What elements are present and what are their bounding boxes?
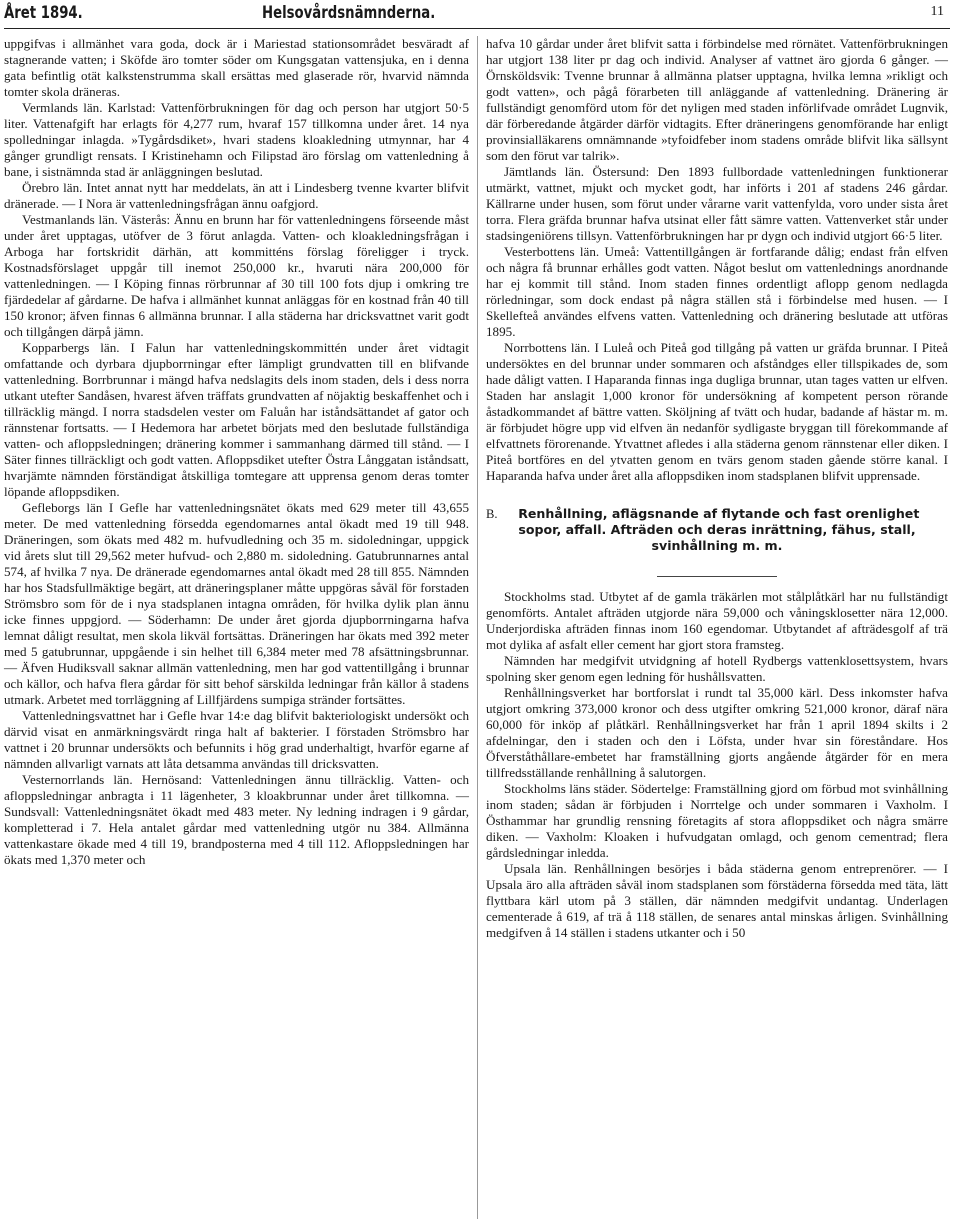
header-section-title: Helsovårdsnämnderna.: [262, 3, 436, 23]
paragraph: Vesternorrlands län. Hernösand: Vattenledningen ännu tillräcklig. Vatten- och afloppsledningar anbragta i 11 lägenheter, 3 kloakbrunnar under året tillkomna. — Sundsvall: Vattenledningsnätet ökadt med 483 meter. Ny ledning indragen i 9 gårdar, kompletterad i 7. Hela antalet gårdar med vattenledning utgör nu 384. Allmänna vattenkastare ökade med 4 till 19, brandposterna med 4 till 112. Afloppsledningen har ökats med 1,370 meter och: [4, 772, 469, 867]
section-title: Renhållning, aflägsnande af flytande och fast orenlighet sopor, affall. Afträden och deras inrättning, fähus, stall, svinhållning m. m.: [518, 506, 920, 553]
paragraph: Stockholms läns städer. Södertelge: Framställning gjord om förbud mot svinhållning inom staden; sådan är förbjuden i Norrtelge och under sommaren i Vaxholm. I Östhammar har grundlig rensning företagits af stora afloppsdiket och några smärre diken. — Vaxholm: Kloaken i hufvudgatan omlagd, och genom cementrad; flera gårdsledningar inledda.: [486, 781, 948, 860]
paragraph: uppgifvas i allmänhet vara goda, dock är i Mariestad stationsområdet besväradt af stagnerande vatten; i Sköfde äro tomter söder om Kungsgatan vattensjuka, en i denna gata befintlig otät kalkstenstrumma skall ersättas med glaserade rör, hvarvid nämnda tomter skola dräneras.: [4, 36, 469, 99]
page-number: 11: [930, 4, 944, 19]
paragraph: Stockholms stad. Utbytet af de gamla träkärlen mot stålplåtkärl har nu fullständigt genomförts. Antalet afträden utgjorde nära 59,000 och våningsklosetter nära 12,000. Underjordiska afträden finnas inom 160 egendomar. Utbytandet af afträdesgolf af trä mot dylika af asfalt eller cement har gjort stora framsteg.: [486, 589, 948, 652]
paragraph: Vermlands län. Karlstad: Vattenförbrukningen för dag och person har utgjort 50·5 liter. Vattenafgift har erlagts för 4,277 rum, hvaraf 157 tillkomna under året. 14 nya spolledningar inlagda. »Tygårdsdiket», hvari stadens kloakledning utmynnar, har 4 gånger grundligt rensats. I Kristinehamn och Filipstad äro förslag om vattenledning å bane, i sistnämnda stad är anläggningen beslutad.: [4, 100, 469, 179]
paragraph: Örebro län. Intet annat nytt har meddelats, än att i Lindesberg tvenne kvarter blifvit dränerade. — I Nora är vattenledningsfrågan ännu oafgjord.: [4, 180, 469, 211]
paragraph: Jämtlands län. Östersund: Den 1893 fullbordade vattenledningen funktionerar utmärkt, vattnet, mjukt och mycket godt, har införts i 201 af stadens 246 gårdar. Källrarne under husen, som förut under vårarne varit vattenfylda, voro under sista året torra. Flera gräfda brunnar hafva utsinat eller fått sämre vatten. Vattenverket står under stadsingeniörens tillsyn. Vattenförbrukningen har pr dygn och individ utgjort 66·5 liter.: [486, 164, 948, 243]
page-header: [4, 3, 950, 25]
header-rule: [4, 28, 950, 29]
paragraph: Vestmanlands län. Västerås: Ännu en brunn har för vattenledningens förseende måst under året upptagas, utöfver de 3 förut anlagda. Vatten- och kloakledningsfrågan i Arboga har fortskridit därhän, att kommitténs förslag föreligger i tryck. Kostnadsförslaget uppgår till inemot 250,000 kr., hvaruti nära 200,000 för vattenledningen. — I Köping finnas rörbrunnar af 30 till 100 fots djup i omkring tre fjärdedelar af gårdarne. De hafva i allmänhet kunnat anläggas för en kostnad från 40 till 150 kronor; äfven finnas 6 allmänna brunnar. I alla städerna har dricksvattnet varit godt och tillgången därpå jämn.: [4, 212, 469, 339]
header-year: Året 1894.: [4, 3, 83, 23]
paragraph: Vesterbottens län. Umeå: Vattentillgången är fortfarande dålig; endast från elfven och några få brunnar erhålles godt vatten. Något beslut om vattenlednings anordnande har ej kommit till stånd. Inom staden finnes ordentligt aflopp genom nedlagda rörledningar, som dock endast på några ställen stå i förbindelse med husen. — I Skellefteå användes elfvens vatten. Vattenledning och dränering beslutade att utföras 1895.: [486, 244, 948, 339]
section-heading: [486, 506, 948, 554]
paragraph: Vattenledningsvattnet har i Gefle hvar 14:e dag blifvit bakteriologiskt undersökt och därvid visat en anmärkningsvärdt ringa halt af bakterier. I förstaden Strömsbro har vattnet i 20 brunnar undersökts och befunnits i hög grad underhaltigt, hvarför egarne af nämnden allvarligt varnats att låta detsamma användas till dricksvatten.: [4, 708, 469, 771]
column-divider: [477, 36, 478, 1219]
paragraph: Upsala län. Renhållningen besörjes i båda städerna genom entreprenörer. — I Upsala äro alla afträden såväl inom stadsplanen som förstäderna försedda med täta, lätt flyttbara kärl utom på 3 ställen, där nämnden medgifvit undantag. Underlagen cementerade å 619, af trä å 118 ställen, de senares antal minskas årligen. Svinhållning medgifven å 14 ställen i stadens utkanter och i 50: [486, 861, 948, 940]
paragraph: Gefleborgs län I Gefle har vattenledningsnätet ökats med 629 meter till 43,655 meter. De med vattenledning försedda egendomarnes antal ökadt med 19 till 948. Dräneringen, som ökats med 482 m. hufvudledning och 35 m. sidoledningar, uppgick vid årets slut till 29,562 meter hufvud- och 2,880 m. sidoledning. Gatubrunnarnes antal 574, af hvilka 7 nya. De dränerade egendomarnes antal ökadt med 28 till 855. Nämnden har hos Stadsfullmäktige begärt, att dräneringsplaner måtte uppgöras såväl för forstaden Strömsbro som för de i nya stadsplanen intagna områden, för hvilka dylik plan ännu icke finnes uppgjord. — Söderhamn: De under året gjorda djupborrningarna hafva lemnat dåligt resultat, men skola likväl fortsättas. Dräneringen har ökats med 392 meter med 5 gatubrunnar, uppgående i sin helhet till 6,384 meter med 78 afsättningsbrunnar. — Äfven Hudiksvall saknar allmän vattenledning, men har god vattentillgång i brunnar och källor, och hafva flera gårdar för sitt behof särskilda ledningar från källor å stadens utmark. Arbetet med torrläggning af Lillfjärdens sumpiga stränder fortsättes.: [4, 500, 469, 707]
section-rule: [657, 576, 777, 577]
left-column: [4, 36, 469, 868]
paragraph: Renhållningsverket har bortforslat i rundt tal 35,000 kärl. Dess inkomster hafva utgjort omkring 373,000 kronor och dess utgifter omkring 521,000 kronor, däraf nära 60,000 för inköp af plåtkärl. Renhållningsverket har från 1 april 1894 skilts i 2 afdelningar, den i staden och den i Löfsta, under hvar sin föreståndare. Hos Öfverståthållare-embetet har framställning gjorts angående åtgärder för en mera tillfredsställande renhållning å salutorgen.: [486, 685, 948, 780]
paragraph: Kopparbergs län. I Falun har vattenledningskommittén under året vidtagit omfattande och dyrbara djupborrningar efter lämpligt grundvatten till en blifvande vattenledning. Borrbrunnar i mängd hafva nedslagits dels inom staden, dels i dess norra utkant utefter Sandåsen, hvarest äfven träffats grundvatten af nöjaktig beskaffenhet och i tillräcklig mängd. I norra stadsdelen vester om Faluån har iståndsättandet af gator och rännstenar fortsatts. — I Hedemora har arbetet börjats med den beslutade fullständiga vatten- och afloppsledningen; dränering kommer i sammanhang därmed till stånd. — I Säter finnes tillräckligt och godt vatten. Afloppsdiket utefter Östra Långgatan iståndsatt, hvarjämte nämnden förständigat åtskilliga tomtegare att upprensa genom deras tomter löpande afloppsdiken.: [4, 340, 469, 499]
paragraph: hafva 10 gårdar under året blifvit satta i förbindelse med rörnätet. Vattenförbrukningen har utgjort 138 liter pr dag och individ. Analyser af vattnet äro gjorda 6 gånger. — Örnsköldsvik: Tvenne brunnar å allmänna platser upptagna, hvilka lemna »rikligt och godt vatten», och pågå förarbeten till anläggande af vattenledning. Dränering är fullständigt genomförd utom för det nyligen med staden införlifvade området Lugnvik, där förberedande åtgärder därför vidtagits. Efter dräneringens genomförande har enligt provinsialläkarens omnämnande »tyfoidfeber inom stadens område blifvit lika sällsynt som den förut var talrik».: [486, 36, 948, 163]
paragraph: Norrbottens län. I Luleå och Piteå god tillgång på vatten ur gräfda brunnar. I Piteå undersöktes en del brunnar under sommaren och afståndges eller tillspikades de, som hade dåligt vatten. I Haparanda finnas inga dugliga brunnar, utan tages vatten ur elfven. Staden har anslagit 1,000 kronor för undersökning af kompetent person rörande åstadkommandet af bättre vatten. Sköljning af tvätt och hudar, badande af hästar m. m. är förbjudet högre upp vid elfven än nedanför sydligaste bryggan till förekommande af elfvattnets förorenande. Ytvattnet afledes i alla städerna genom rännstenar eller diken. I Piteå bortföres en del ytvatten genom en tvärs genom staden gående större kanal. I Haparanda hafva under året alla afloppsdiken inom stadsplanen blifvit upprensade.: [486, 340, 948, 483]
paragraph: Nämnden har medgifvit utvidgning af hotell Rydbergs vattenklosettsystem, hvars spolning sker genom egen ledning för hushållsvatten.: [486, 653, 948, 684]
section-letter: B.: [486, 507, 498, 521]
right-column: [486, 36, 948, 941]
